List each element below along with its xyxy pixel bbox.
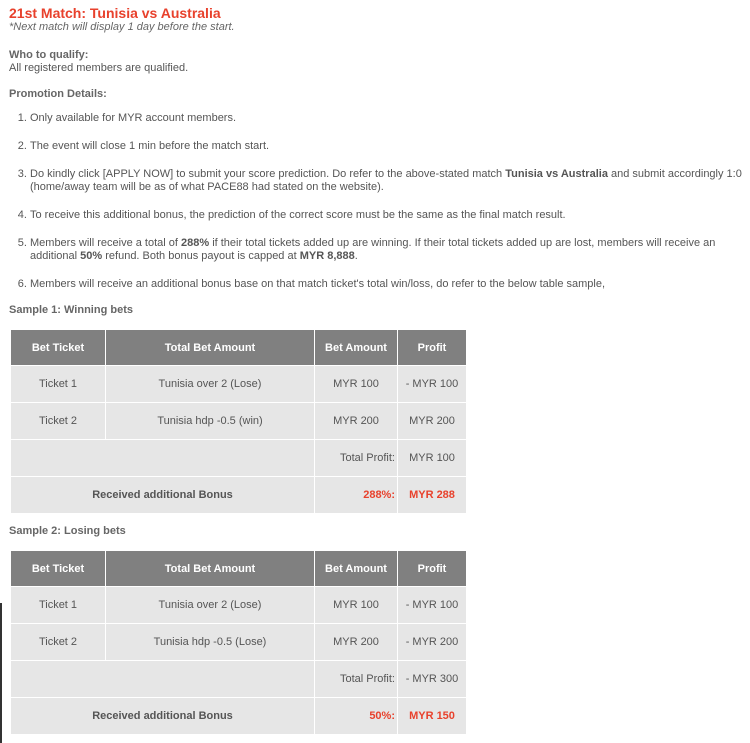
col-profit: Profit [398,551,467,587]
total-profit-label: Total Profit: [315,661,398,698]
match-name: Tunisia vs Australia [505,168,608,180]
detail-item-1 [30,112,750,125]
win-percent: 288% [181,237,210,249]
cell-amount: MYR 200 [315,403,398,440]
detail-item-2 [30,140,750,153]
bonus-row [11,698,467,735]
col-profit: Profit [398,330,467,366]
detail-text: Only available for MYR account members. [30,112,237,124]
detail-text: . [354,250,358,262]
sample1-heading: Sample 1: Winning bets [9,304,133,316]
detail-text: The event will close 1 min before the match start. [30,140,270,152]
promotion-content [9,5,750,735]
promotion-details-list [9,112,750,291]
sample1-table [10,329,467,514]
detail-text: and submit accordingly 1:0 (home/away team will be as of what PACE88 had stated on the website). [30,168,742,193]
cell-ticket: Ticket 1 [11,366,106,403]
detail-text: To receive this additional bonus, the prediction of the correct score must be the same as the final match result. [30,209,566,221]
cell-amount: MYR 100 [315,587,398,624]
promotion-heading: Promotion Details: [9,88,107,100]
col-bet-ticket: Bet Ticket [11,551,106,587]
cell-profit: MYR 200 [398,403,467,440]
detail-item-5 [30,237,750,263]
cell-bet: Tunisia hdp -0.5 (Lose) [106,624,315,661]
cell-profit: - MYR 100 [398,366,467,403]
table-row [11,366,467,403]
table-header-row [11,551,467,587]
cell-amount: MYR 100 [315,366,398,403]
sample2-heading: Sample 2: Losing bets [9,525,126,537]
cell-ticket: Ticket 1 [11,587,106,624]
table-header-row [11,330,467,366]
page-title: 21st Match: Tunisia vs Australia [9,5,221,21]
total-profit-value: MYR 100 [398,440,467,477]
detail-text: if their total tickets added up are winning. If their total tickets added up are lost, members will receive an additional [30,237,716,262]
cell-profit: - MYR 100 [398,587,467,624]
empty-cell [11,440,315,477]
bonus-percent: 288%: [315,477,398,514]
total-row [11,440,467,477]
bonus-value: MYR 288 [398,477,467,514]
refund-percent: 50% [80,250,103,262]
detail-item-6 [30,278,750,291]
bonus-value: MYR 150 [398,698,467,735]
table-row [11,624,467,661]
next-match-note: *Next match will display 1 day before the start. [9,21,235,33]
bonus-row [11,477,467,514]
col-bet-amount: Bet Amount [315,330,398,366]
total-profit-value: - MYR 300 [398,661,467,698]
table-row [11,587,467,624]
qualify-heading: Who to qualify: [9,49,89,61]
empty-cell [11,661,315,698]
qualify-text: All registered members are qualified. [9,62,189,74]
detail-text: Do kindly click [APPLY NOW] to submit your score prediction. Do refer to the above-stated match [30,168,506,180]
sample2-table [10,550,467,735]
col-bet-ticket: Bet Ticket [11,330,106,366]
cell-bet: Tunisia hdp -0.5 (win) [106,403,315,440]
cell-ticket: Ticket 2 [11,624,106,661]
col-total-bet-amount: Total Bet Amount [106,330,315,366]
cell-bet: Tunisia over 2 (Lose) [106,587,315,624]
detail-item-3 [30,168,750,194]
left-border-line [0,603,2,743]
col-bet-amount: Bet Amount [315,551,398,587]
detail-item-4 [30,209,750,222]
cell-bet: Tunisia over 2 (Lose) [106,366,315,403]
total-profit-label: Total Profit: [315,440,398,477]
bonus-percent: 50%: [315,698,398,735]
detail-text: refund. Both bonus payout is capped at [102,250,300,262]
bonus-label: Received additional Bonus [11,477,315,514]
detail-text: Members will receive a total of [30,237,181,249]
cell-amount: MYR 200 [315,624,398,661]
cell-profit: - MYR 200 [398,624,467,661]
col-total-bet-amount: Total Bet Amount [106,551,315,587]
detail-text: Members will receive an additional bonus base on that match ticket's total win/loss, do refer to the below table sample, [30,278,606,290]
table-row [11,403,467,440]
cap-amount: MYR 8,888 [299,250,355,262]
bonus-label: Received additional Bonus [11,698,315,735]
total-row [11,661,467,698]
cell-ticket: Ticket 2 [11,403,106,440]
